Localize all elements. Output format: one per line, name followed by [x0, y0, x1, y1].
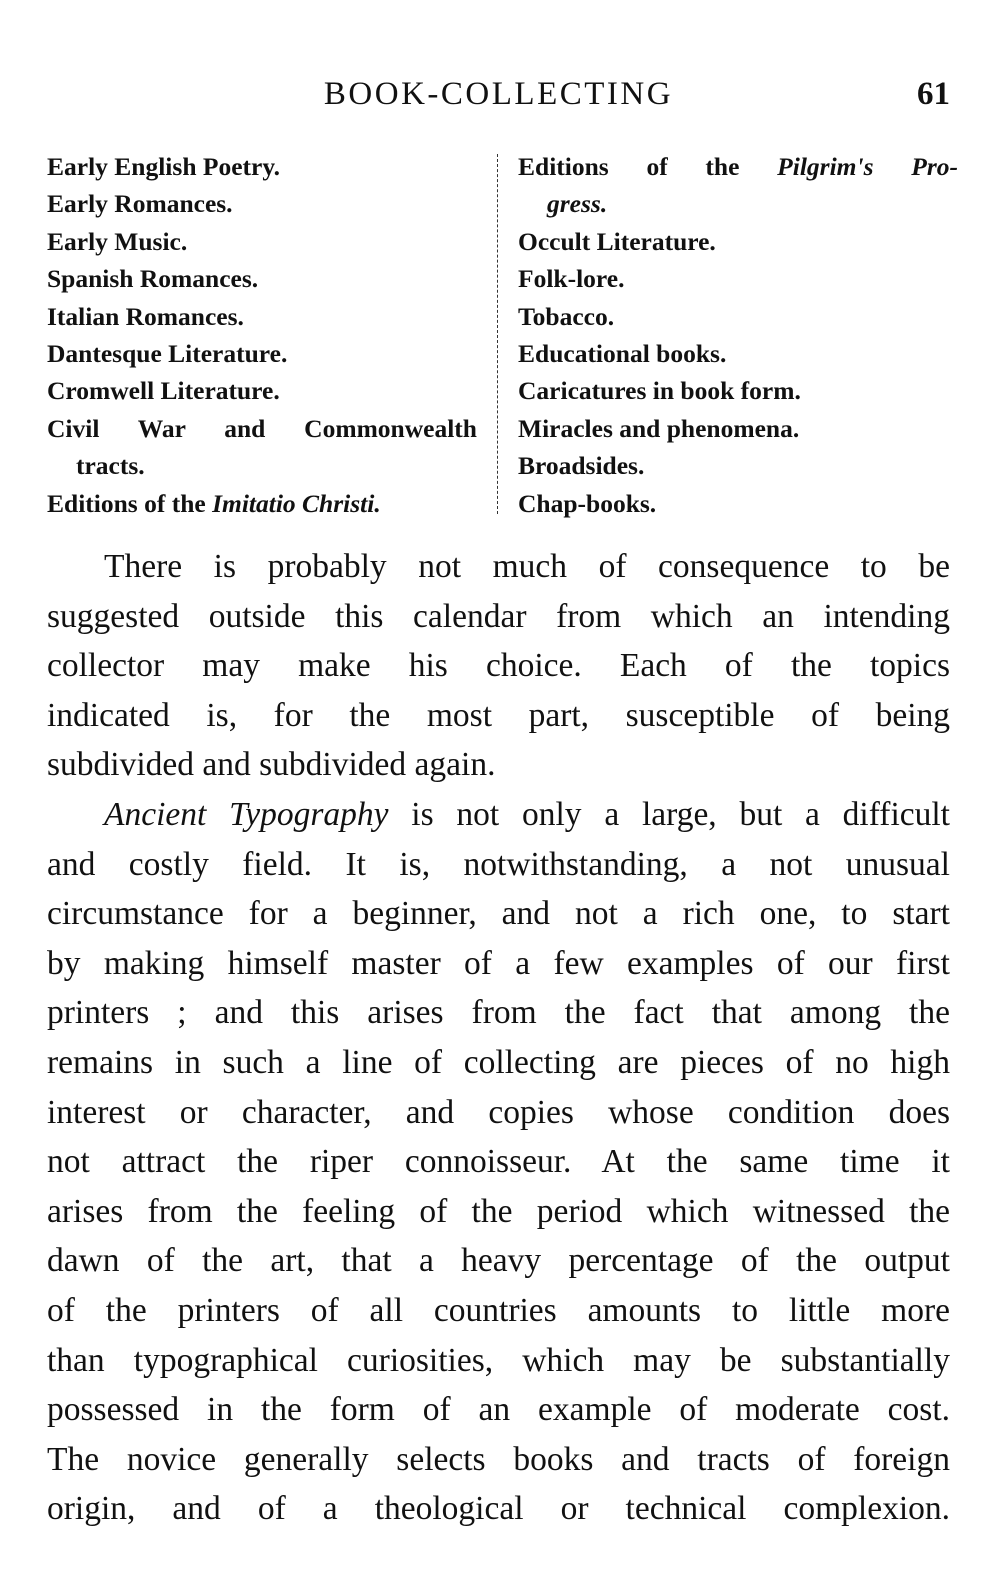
list-item	[47, 298, 477, 335]
paragraph-line	[47, 542, 950, 592]
paragraph-line	[47, 1038, 950, 1088]
paragraph	[47, 542, 950, 790]
text: Early English Poetry.	[47, 152, 281, 181]
text: suggested outside this calendar from which an intending	[47, 597, 950, 635]
text: interest or character, and copies whose condition does	[47, 1093, 950, 1131]
paragraph-line	[47, 889, 950, 939]
list-item	[47, 410, 477, 447]
list-item	[518, 372, 958, 409]
paragraph	[47, 790, 950, 1534]
paragraph-line	[47, 1435, 950, 1485]
topic-list	[47, 148, 957, 518]
text: Chap-books.	[518, 488, 657, 518]
paragraph-line	[47, 939, 950, 989]
text: is not only a large, but a difficult	[388, 795, 950, 833]
text: dawn of the art, that a heavy percentage of the output	[47, 1242, 950, 1280]
text: Early Music.	[47, 226, 188, 256]
text: Folk-lore.	[518, 264, 625, 294]
paragraph-line	[47, 1088, 950, 1138]
text: indicated is, for the most part, susceptible of being	[47, 696, 950, 734]
list-item	[47, 223, 477, 260]
text: printers ; and this arises from the fact that among the	[47, 994, 950, 1032]
paragraph-line	[47, 840, 950, 890]
paragraph-line	[47, 1286, 950, 1336]
list-item	[518, 223, 958, 260]
paragraph-line	[47, 1385, 950, 1435]
paragraph-line	[47, 592, 950, 642]
italic-text: gress.	[547, 189, 608, 219]
list-item	[47, 372, 477, 409]
body-text	[47, 542, 950, 1534]
text: Broadsides.	[518, 451, 645, 481]
text: Civil War and Commonwealth	[47, 413, 477, 443]
text: subdivided and subdivided again.	[47, 746, 496, 784]
list-item	[518, 185, 958, 222]
running-title: BOOK-COLLECTING	[323, 76, 674, 112]
paragraph-line	[47, 1137, 950, 1187]
text: and costly field. It is, notwithstanding, a not unusual	[47, 845, 950, 883]
text: Tobacco.	[518, 301, 615, 331]
text: collector may make his choice. Each of the topics	[47, 647, 950, 685]
list-item	[518, 335, 958, 372]
page-number: 61	[917, 76, 950, 112]
text: Educational books.	[518, 339, 727, 369]
text: Spanish Romances.	[47, 264, 259, 294]
text: circumstance for a beginner, and not a rich one, to start	[47, 895, 950, 933]
text: origin, and of a theological or technical complexion.	[47, 1490, 950, 1528]
text: Editions of the	[518, 152, 778, 181]
text: not attract the riper connoisseur. At the same time it	[47, 1143, 950, 1181]
text: Italian Romances.	[47, 301, 244, 331]
paragraph-line	[47, 1336, 950, 1386]
topic-list-right-column	[518, 148, 958, 522]
list-item	[47, 148, 477, 185]
topic-list-left-column	[47, 148, 477, 522]
text: Occult Literature.	[518, 226, 716, 256]
text: The novice generally selects books and tracts of foreign	[47, 1440, 950, 1478]
list-item	[47, 185, 477, 222]
text: arises from the feeling of the period which witnessed the	[47, 1192, 950, 1230]
text: Miracles and phenomena.	[518, 413, 800, 443]
list-item	[47, 335, 477, 372]
paragraph-line	[47, 1187, 950, 1237]
list-item	[518, 485, 958, 522]
text: There is probably not much of consequence to be	[104, 548, 950, 585]
paragraph-line	[47, 740, 950, 790]
paragraph-line	[47, 790, 950, 840]
list-item	[518, 260, 958, 297]
list-item	[518, 148, 958, 185]
italic-text: Pilgrim's Pro-	[777, 152, 958, 181]
list-item	[518, 410, 958, 447]
paragraph-line	[47, 988, 950, 1038]
list-item	[47, 447, 477, 484]
text: possessed in the form of an example of moderate cost.	[47, 1391, 950, 1429]
paragraph-line	[47, 641, 950, 691]
italic-text: Imitatio Christi.	[212, 488, 381, 518]
column-divider	[497, 154, 498, 514]
paragraph-line	[47, 1484, 950, 1534]
list-item	[47, 260, 477, 297]
page-header	[47, 76, 950, 120]
text: Dantesque Literature.	[47, 339, 288, 369]
list-item	[518, 447, 958, 484]
paragraph-line	[47, 1236, 950, 1286]
text: by making himself master of a few examples of our first	[47, 944, 950, 982]
text: Cromwell Literature.	[47, 376, 280, 406]
list-item	[47, 485, 477, 522]
text: tracts.	[76, 451, 145, 481]
text: of the printers of all countries amounts to little more	[47, 1291, 950, 1329]
text: than typographical curiosities, which may be substantially	[47, 1341, 950, 1379]
text: Editions of the	[47, 488, 213, 518]
list-item	[518, 298, 958, 335]
text: Caricatures in book form.	[518, 376, 801, 406]
text: Early Romances.	[47, 189, 233, 219]
text: remains in such a line of collecting are pieces of no high	[47, 1043, 950, 1081]
italic-text: Ancient Typography	[104, 795, 389, 833]
paragraph-line	[47, 691, 950, 741]
